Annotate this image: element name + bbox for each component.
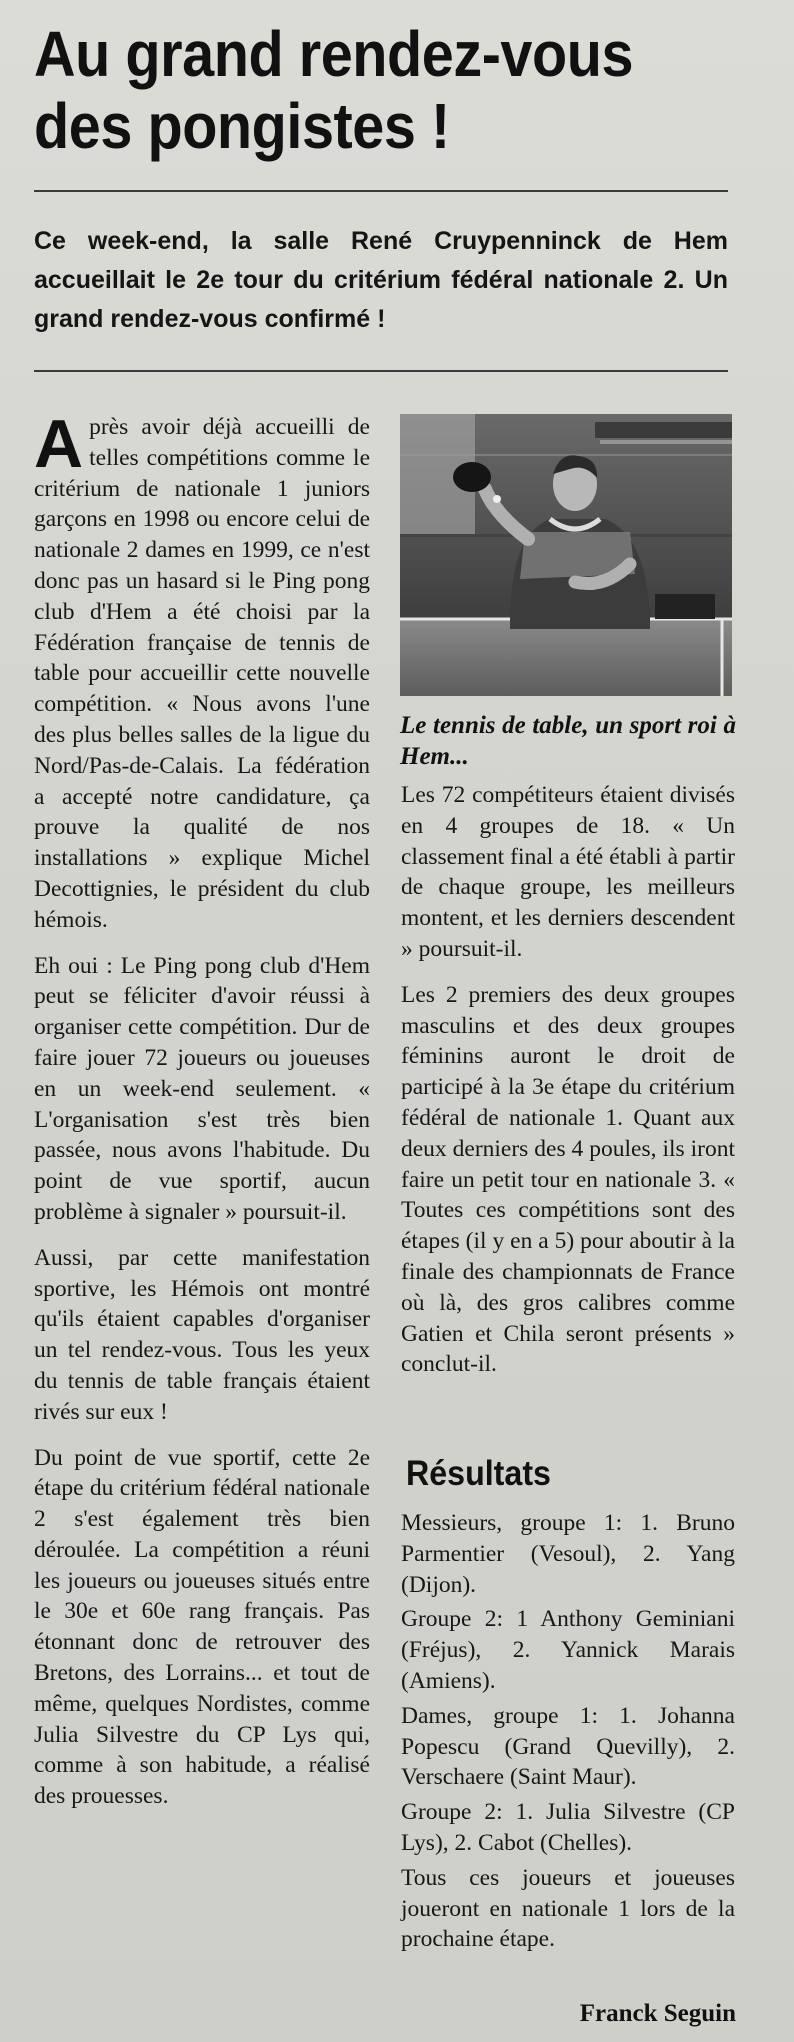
article-title: Au grand rendez-vous des pongistes ! xyxy=(34,18,634,162)
lead-divider xyxy=(34,370,728,372)
photo-caption: Le tennis de table, un sport roi à Hem... xyxy=(400,712,736,770)
paragraph-hemois: Aussi, par cette manifestation sportive, les Hémois ont montré qu'ils étaient capables d'organiser un tel rendez-vous. Tous les yeux du tennis de table français étaient rivés sur eux ! xyxy=(34,1244,370,1425)
paragraph-organisation: Eh oui : Le Ping pong club d'Hem peut se féliciter d'avoir réussi à organiser cette compétition. Dur de faire jouer 72 joueurs ou joueuses en un week-end seulement. « L'organisation s'est très bien passée, nous avons l'habitude. Du point de vue sportif, aucun problème à signaler » poursuit-il. xyxy=(34,952,370,1225)
result-messieurs-groupe-1: Messieurs, groupe 1: 1. Bruno Parmentier (Vesoul), 2. Yang (Dijon). xyxy=(401,1510,735,1598)
right-column xyxy=(401,780,735,1395)
paragraph-intro-text: près avoir déjà accueilli de telles compétitions comme le critérium de nationale 1 juniors garçons en 1998 ou encore celui de nationale 2 dames en 1999, ce n'est donc pas un hasard si le Ping pong club d'Hem a été choisi par la Fédération française de tennis de table pour accueillir cette nouvelle compétition. « Nous avons l'une des plus belles salles de la ligue du Nord/Pas-de-Calais. La fédération a accepté notre candidature, ça prouve la qualité de nos installations » explique Michel Decottignies, le président du club hémois. xyxy=(34,414,370,933)
article-photo xyxy=(400,414,732,696)
paragraph-qualification: Les 2 premiers des deux groupes masculins et des deux groupes féminins auront le droit de participé à la 3e étape du critérium fédéral de nationale 1. Quant aux deux derniers des 4 poules, ils iront faire un petit tour en nationale 3. « Toutes ces compétitions sont des étapes (il y en a 5) pour aboutir à la finale des championnats de France où là, des gros calibres comme Gatien et Chila seront présents » conclut-il. xyxy=(401,981,735,1378)
results-list xyxy=(401,1508,735,1959)
author-signature: Franck Seguin xyxy=(579,2000,736,2027)
result-dames-groupe-2: Groupe 2: 1. Julia Silvestre (CP Lys), 2. Cabot (Chelles). xyxy=(401,1799,735,1856)
results-heading: Résultats xyxy=(406,1454,551,1493)
paragraph-groupes: Les 72 compétiteurs étaient divisés en 4 groupes de 18. « Un classement final a été établi à partir de chaque groupe, les meilleurs montent, et les derniers descendent » poursuit-il. xyxy=(401,782,735,962)
result-messieurs-groupe-2: Groupe 2: 1 Anthony Geminiani (Fréjus), 2. Yannick Marais (Amiens). xyxy=(401,1606,735,1694)
paragraph-intro xyxy=(34,406,370,936)
article-lead: Ce week-end, la salle René Cruypenninck de Hem accueillait le 2e tour du critérium fédéral nationale 2. Un grand rendez-vous confirmé ! xyxy=(34,227,728,333)
drop-cap: A xyxy=(34,406,84,482)
title-divider xyxy=(34,190,728,192)
table-tennis-player-photo xyxy=(400,414,732,696)
paragraph-sportif: Du point de vue sportif, cette 2e étape du critérium fédéral nationale 2 s'est également très bien déroulée. La compétition a réuni les joueurs ou joueuses situés entre le 30e et 60e rang français. Pas étonnant donc de retrouver des Bretons, des Lorrains... et tout de même, quelques Nordistes, comme Julia Silvestre du CP Lys qui, comme à son habitude, a réalisé des prouesses. xyxy=(34,1444,370,1810)
result-dames-groupe-1: Dames, groupe 1: 1. Johanna Popescu (Grand Quevilly), 2. Verschaere (Saint Maur). xyxy=(401,1702,735,1791)
left-column xyxy=(34,406,370,1827)
result-note: Tous ces joueurs et joueuses joueront en nationale 1 lors de la prochaine étape. xyxy=(401,1864,735,1953)
